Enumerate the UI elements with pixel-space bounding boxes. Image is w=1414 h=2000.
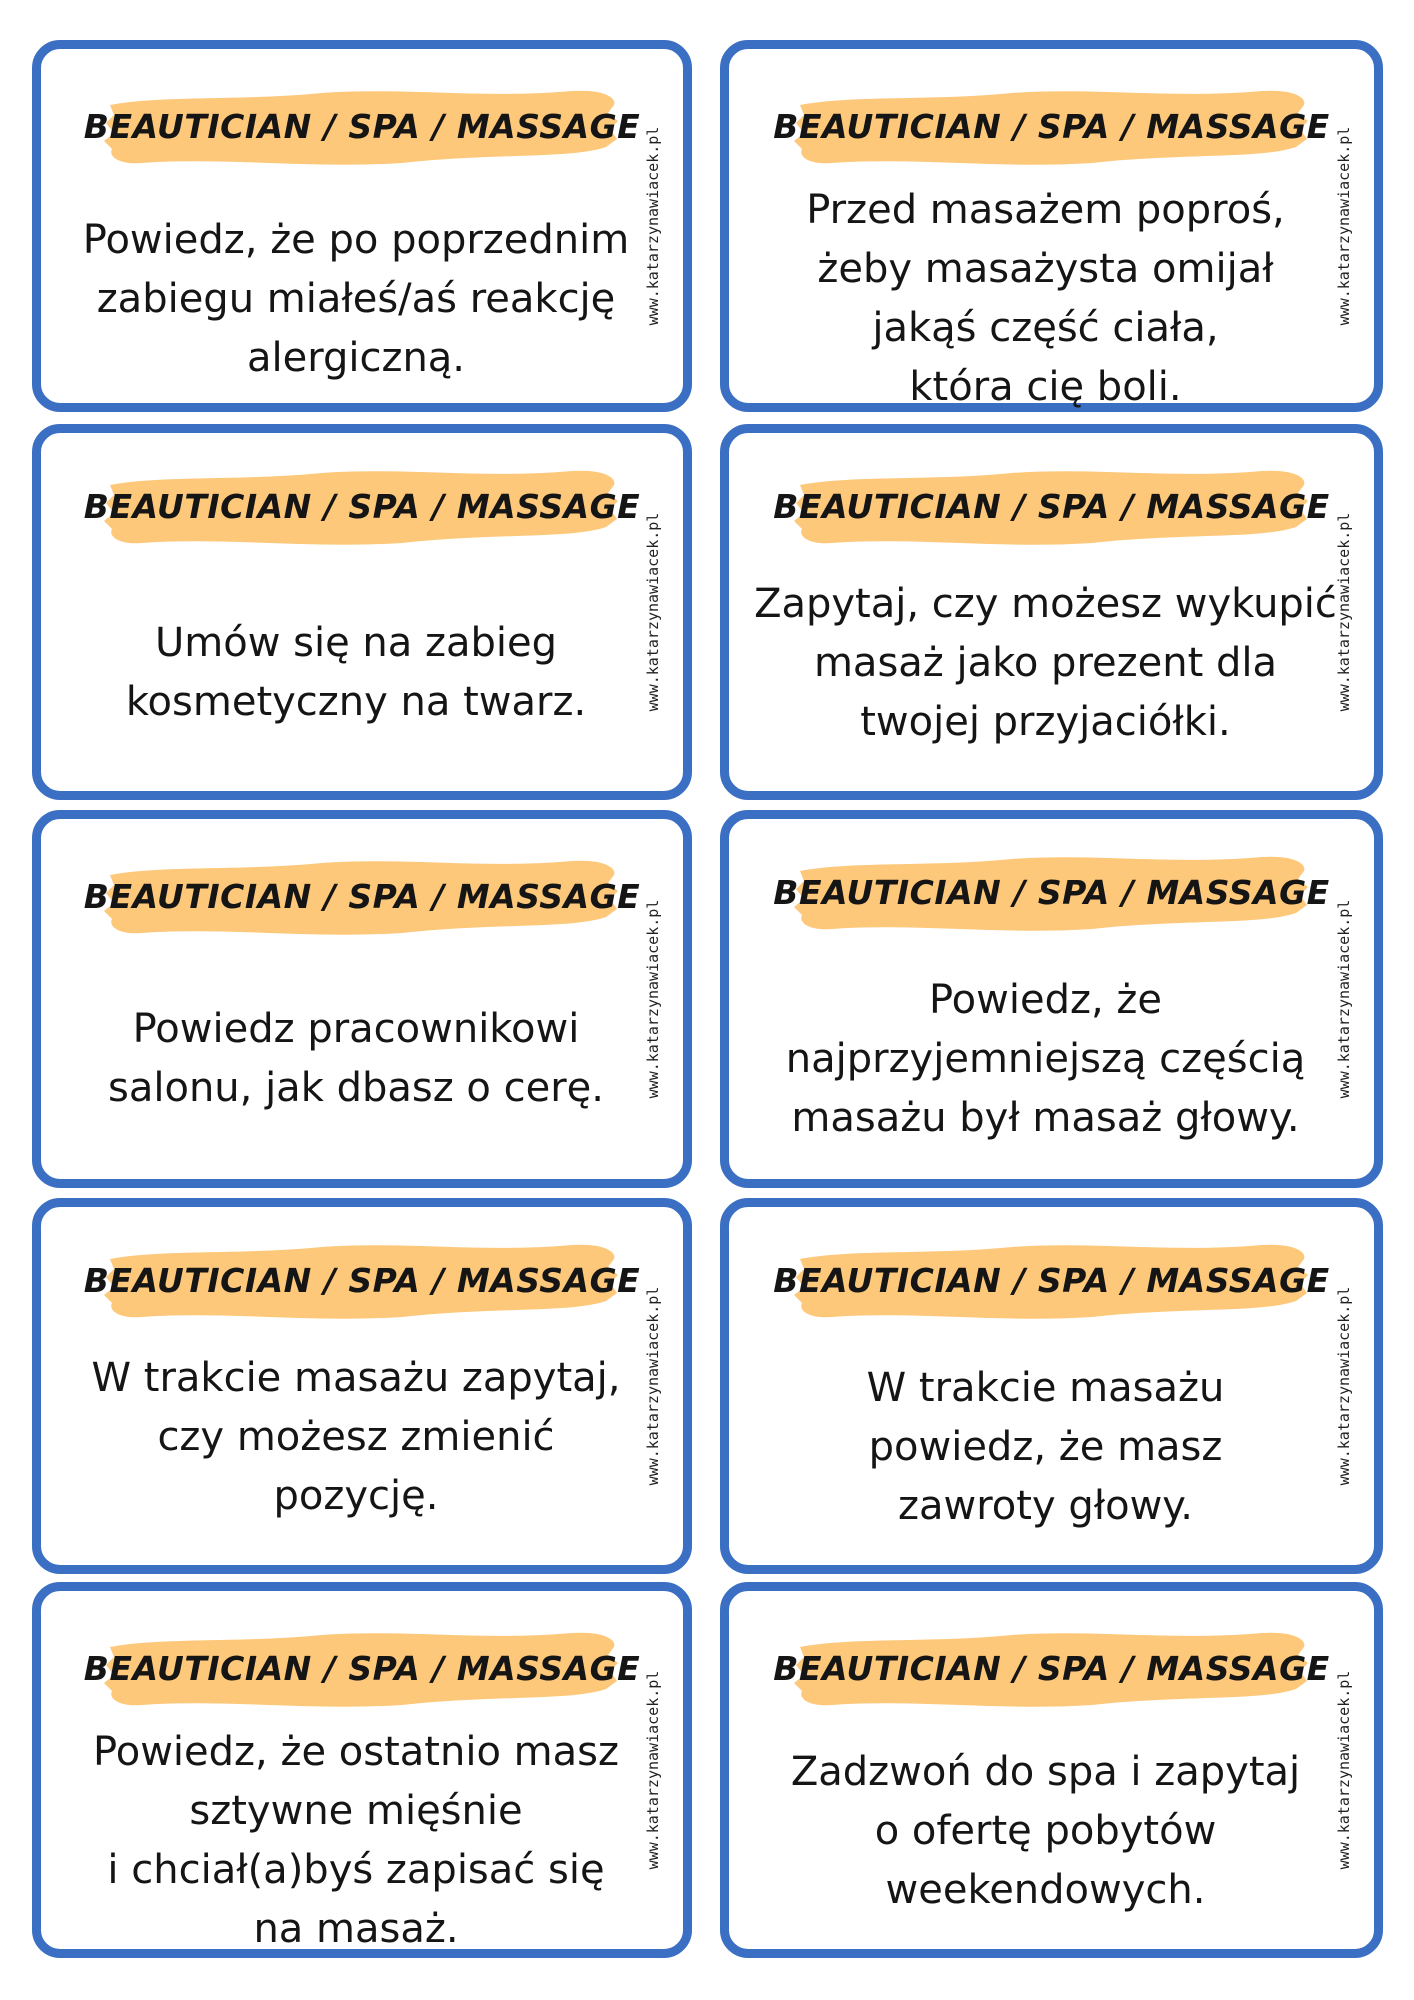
task-prompt-line: która cię boli.: [909, 363, 1182, 410]
task-prompt-line: jakąś część ciała,: [872, 304, 1219, 351]
category-label: BEAUTICIAN / SPA / MASSAGE: [83, 876, 641, 916]
task-prompt-lines: [92, 1349, 621, 1526]
task-prompt-line: Zadzwoń do spa i zapytaj: [790, 1748, 1301, 1795]
task-card: [720, 424, 1383, 800]
category-label: BEAUTICIAN / SPA / MASSAGE: [83, 1260, 641, 1300]
task-prompt: [751, 1347, 1340, 1547]
task-prompt: [63, 603, 649, 743]
watermark-text: www.katarzynawiacek.pl: [1335, 126, 1353, 326]
task-prompt-line: najprzyjemniejszą częścią: [785, 1035, 1306, 1082]
task-prompt-line: Powiedz pracownikowi: [132, 1006, 580, 1052]
category-label: BEAUTICIAN / SPA / MASSAGE: [773, 106, 1330, 146]
task-prompt-lines: [806, 181, 1285, 417]
task-prompt-line: pozycję.: [273, 1472, 439, 1519]
task-prompt-lines: [108, 1000, 604, 1118]
watermark-text: www.katarzynawiacek.pl: [644, 126, 662, 326]
watermark-text: www.katarzynawiacek.pl: [644, 1286, 662, 1486]
task-prompt-line: W trakcie masażu: [866, 1364, 1225, 1411]
task-prompt-line: masaż jako prezent dla: [813, 639, 1277, 686]
task-prompt-line: alergiczną.: [246, 334, 466, 381]
task-prompt: [751, 1731, 1340, 1931]
task-prompt-line: żeby masażysta omijał: [817, 245, 1274, 292]
task-prompt-line: powiedz, że masz: [868, 1423, 1223, 1470]
task-prompt-line: weekendowych.: [885, 1866, 1206, 1913]
category-banner: [83, 1625, 641, 1711]
watermark-text: www.katarzynawiacek.pl: [1335, 899, 1353, 1099]
task-card: [720, 810, 1383, 1188]
category-label: BEAUTICIAN / SPA / MASSAGE: [83, 1648, 641, 1688]
task-card: [720, 1198, 1383, 1574]
task-card: [32, 1198, 692, 1574]
category-banner: [83, 853, 641, 939]
category-label: BEAUTICIAN / SPA / MASSAGE: [83, 106, 641, 146]
task-prompt-line: Przed masażem poproś,: [806, 186, 1285, 233]
task-prompt-line: Powiedz, że po poprzednim: [82, 216, 630, 263]
category-banner: [773, 849, 1330, 935]
category-banner: [773, 463, 1330, 549]
watermark-text: www.katarzynawiacek.pl: [644, 1670, 662, 1870]
task-prompt-line: czy możesz zmienić: [157, 1413, 555, 1460]
task-prompt-line: zawroty głowy.: [898, 1482, 1193, 1529]
task-card: [32, 424, 692, 800]
watermark-text: www.katarzynawiacek.pl: [644, 512, 662, 712]
task-prompt-lines: [83, 211, 629, 388]
task-prompt-lines: [786, 971, 1305, 1148]
task-prompt: [751, 959, 1340, 1159]
task-card: [720, 40, 1383, 412]
category-label: BEAUTICIAN / SPA / MASSAGE: [773, 486, 1330, 526]
category-banner: [773, 83, 1330, 169]
task-prompt-line: Powiedz, że ostatnio masz: [93, 1729, 619, 1775]
task-prompt-line: twojej przyjaciółki.: [860, 698, 1231, 745]
task-prompt: [63, 1337, 649, 1537]
task-card: [32, 1582, 692, 1958]
watermark-text: www.katarzynawiacek.pl: [644, 899, 662, 1099]
watermark-text: www.katarzynawiacek.pl: [1335, 1286, 1353, 1486]
task-prompt-line: salonu, jak dbasz o cerę.: [108, 1065, 604, 1111]
task-prompt: [63, 984, 649, 1134]
task-prompt-line: i chciał(a)byś zapisać się: [107, 1847, 605, 1893]
task-prompt-line: W trakcie masażu zapytaj,: [91, 1354, 621, 1401]
category-banner: [83, 463, 641, 549]
task-prompt-lines: [867, 1359, 1225, 1536]
category-banner: [83, 83, 641, 169]
task-prompt-lines: [754, 575, 1337, 752]
category-label: BEAUTICIAN / SPA / MASSAGE: [773, 872, 1330, 912]
task-card: [720, 1582, 1383, 1958]
category-label: BEAUTICIAN / SPA / MASSAGE: [773, 1260, 1330, 1300]
task-prompt: [751, 176, 1340, 421]
task-prompt-line: Zapytaj, czy możesz wykupić: [754, 580, 1337, 627]
category-label: BEAUTICIAN / SPA / MASSAGE: [83, 486, 641, 526]
task-card: [32, 810, 692, 1188]
category-label: BEAUTICIAN / SPA / MASSAGE: [773, 1648, 1330, 1688]
task-prompt-line: o ofertę pobytów: [874, 1807, 1217, 1854]
task-card: [32, 40, 692, 412]
category-banner: [773, 1625, 1330, 1711]
task-prompt: [751, 563, 1340, 763]
task-prompt-lines: [93, 1723, 619, 1959]
task-prompt-line: Umów się na zabieg: [154, 620, 557, 666]
task-prompt-line: kosmetyczny na twarz.: [125, 679, 587, 725]
watermark-text: www.katarzynawiacek.pl: [1335, 512, 1353, 712]
task-prompt-line: masażu był masaż głowy.: [791, 1094, 1300, 1141]
task-prompt-line: sztywne mięśnie: [189, 1788, 523, 1834]
watermark-text: www.katarzynawiacek.pl: [1335, 1670, 1353, 1870]
category-banner: [773, 1237, 1330, 1323]
task-prompt-lines: [126, 614, 586, 732]
category-banner: [83, 1237, 641, 1323]
task-prompt-line: na masaż.: [253, 1906, 459, 1952]
task-prompt: [63, 199, 649, 399]
task-prompt-lines: [791, 1743, 1300, 1920]
task-prompt-line: zabiegu miałeś/aś reakcję: [96, 275, 616, 322]
task-prompt: [63, 1721, 649, 1961]
task-prompt-line: Powiedz, że: [928, 976, 1162, 1023]
